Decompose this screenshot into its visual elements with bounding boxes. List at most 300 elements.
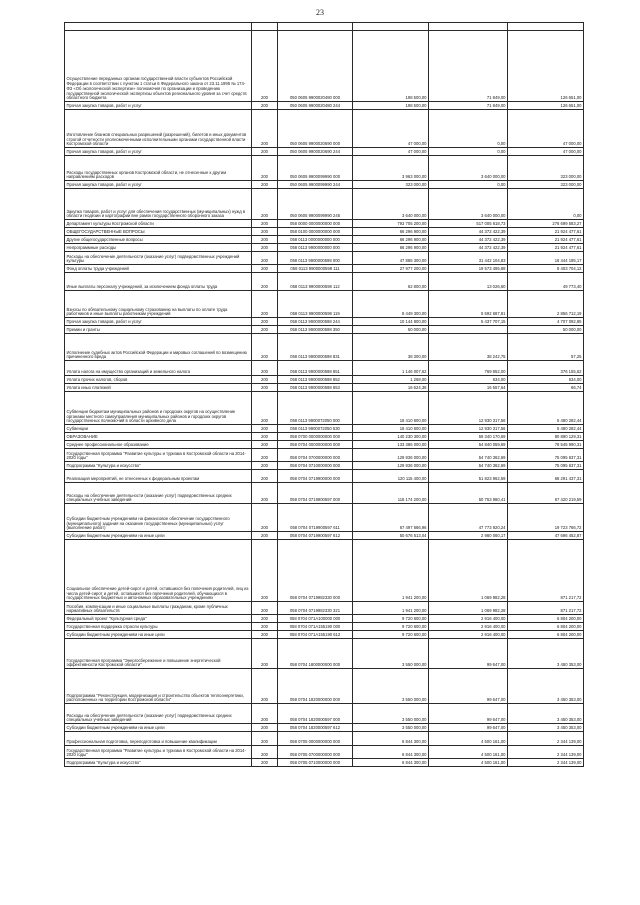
row-name-cell: Государственная поддержка отрасли культуры	[65, 623, 252, 631]
row-name-cell: Расходы на обеспечение деятельности (оказание услуг) подведомственных средних специальных учебных заведений	[65, 704, 252, 724]
table-row	[65, 462, 584, 470]
row-unexecuted-amount-cell: 21 924 477,61	[508, 244, 584, 252]
row-executed-amount-cell	[429, 326, 508, 334]
row-approved-amount-cell: 3 963 000,00	[353, 156, 429, 181]
table-row	[65, 334, 584, 361]
row-code-cell: 200	[252, 615, 278, 623]
row-kbk-cell: 058 0100 0000000000 000	[278, 228, 353, 236]
row-unexecuted-amount-cell: 6 804 200,00	[508, 615, 584, 623]
row-executed-amount-cell: 0,00	[429, 181, 508, 189]
table-row	[65, 148, 584, 156]
row-name-cell: Среднее профессиональное образование	[65, 441, 252, 449]
row-executed-amount-cell: 71 849,00	[429, 102, 508, 110]
row-executed-amount-cell: 54 840 059,69	[429, 441, 508, 449]
row-approved-amount-cell: 3 550 000,00	[353, 669, 429, 704]
row-unexecuted-amount-cell: 21 924 477,61	[508, 236, 584, 244]
row-approved-amount-cell: 3 640 000,00	[353, 189, 429, 220]
row-code-cell: 200	[252, 724, 278, 732]
row-unexecuted-amount-cell: 3 450 353,00	[508, 704, 584, 724]
row-code-cell: 200	[252, 462, 278, 470]
row-executed-amount-cell: 54 740 362,69	[429, 462, 508, 470]
row-name-cell: Субвенции бюджетам муниципальных районов и городских округов на осуществление органами местного самоуправления муниципальных районов и городских округов государственных полномочий в области архивного дела	[65, 392, 252, 425]
row-executed-amount-cell: 44 372 422,39	[429, 236, 508, 244]
row-code-cell: 200	[252, 470, 278, 483]
row-code-cell: 200	[252, 669, 278, 704]
row-kbk-cell: 058 0113 9900000598 112	[278, 273, 353, 291]
row-code-cell: 200	[252, 181, 278, 189]
row-approved-amount-cell: 66 296 900,00	[353, 244, 429, 252]
row-name-cell: Уплата прочих налогов, сборов	[65, 376, 252, 384]
row-executed-amount-cell: 51 823 962,59	[429, 470, 508, 483]
row-code-cell: 200	[252, 483, 278, 504]
row-code-cell: 200	[252, 540, 278, 602]
row-approved-amount-cell: 1 941 200,00	[353, 602, 429, 615]
row-approved-amount-cell: 3 550 000,00	[353, 704, 429, 724]
row-kbk-cell: 058 0704 071A155190 612	[278, 631, 353, 639]
row-unexecuted-amount-cell: 78 545 990,31	[508, 441, 584, 449]
row-approved-amount-cell: 140 230 300,00	[353, 433, 429, 441]
row-approved-amount-cell: 66 296 900,00	[353, 228, 429, 236]
table-row	[65, 236, 584, 244]
row-code-cell: 200	[252, 326, 278, 334]
table-row	[65, 244, 584, 252]
row-approved-amount-cell: 129 836 000,00	[353, 449, 429, 462]
row-approved-amount-cell: 66 296 900,00	[353, 236, 429, 244]
row-approved-amount-cell: 6 844 300,00	[353, 746, 429, 759]
row-approved-amount-cell: 1 146 007,62	[353, 361, 429, 376]
row-executed-amount-cell: 13 026,60	[429, 273, 508, 291]
row-name-cell: Департамент культуры Костромской области	[65, 220, 252, 228]
row-code-cell: 200	[252, 449, 278, 462]
row-unexecuted-amount-cell: 67 420 219,59	[508, 483, 584, 504]
table-row	[65, 615, 584, 623]
row-executed-amount-cell: 2 916 400,00	[429, 631, 508, 639]
row-approved-amount-cell: 118 174 200,00	[353, 483, 429, 504]
row-executed-amount-cell: 44 372 422,39	[429, 244, 508, 252]
row-executed-amount-cell: 99 647,00	[429, 724, 508, 732]
row-kbk-cell: 058 0113 9900000598 852	[278, 376, 353, 384]
row-code-cell: 200	[252, 110, 278, 148]
row-name-cell: Государственная программа "Энергосбережение и повышение энергетической эффективности Костромской области"	[65, 639, 252, 669]
row-approved-amount-cell: 9 720 600,00	[353, 623, 429, 631]
row-unexecuted-amount-cell: 323 000,00	[508, 156, 584, 181]
row-name-cell: Субвенции	[65, 425, 252, 433]
row-name-cell: Субсидии бюджетным учреждениям на иные цели	[65, 724, 252, 732]
row-name-cell: Расходы на обеспечение деятельности (оказание услуг) подведомственных средних специальных учебных заведений	[65, 483, 252, 504]
row-code-cell: 200	[252, 228, 278, 236]
table-row	[65, 31, 584, 102]
row-code-cell: 200	[252, 384, 278, 392]
row-approved-amount-cell: 27 977 200,00	[353, 265, 429, 273]
row-kbk-cell	[278, 23, 353, 31]
row-unexecuted-amount-cell: 47 696 452,87	[508, 532, 584, 540]
row-executed-amount-cell: 99 647,00	[429, 704, 508, 724]
table-row	[65, 220, 584, 228]
row-unexecuted-amount-cell: 871 217,72	[508, 602, 584, 615]
row-kbk-cell: 058 0704 0719900000 000	[278, 470, 353, 483]
row-kbk-cell: 058 0704 0719900597 611	[278, 504, 353, 532]
row-unexecuted-amount-cell: 16 444 195,17	[508, 252, 584, 265]
row-name-cell: Взносы по обязательному социальному страхованию на выплаты по оплате труда работников и иные выплаты работникам учреждений	[65, 291, 252, 318]
row-kbk-cell: 058 0113 9900072050 000	[278, 392, 353, 425]
row-name-cell: Государственная программа "Развитие культуры и туризма в Костромской области на 2014-2020 годы"	[65, 449, 252, 462]
row-kbk-cell: 058 0113 9900000000 000	[278, 244, 353, 252]
row-name-cell: Профессиональная подготовка, переподготовка и повышение квалификации	[65, 732, 252, 746]
table-row	[65, 759, 584, 767]
row-code-cell: 200	[252, 746, 278, 759]
row-unexecuted-amount-cell: 5 480 282,44	[508, 425, 584, 433]
table-row	[65, 724, 584, 732]
table-row	[65, 540, 584, 602]
row-kbk-cell: 058 0704 0719982330 321	[278, 602, 353, 615]
row-kbk-cell: 058 0113 9900000598 853	[278, 384, 353, 392]
row-approved-amount-cell: 6 844 300,00	[353, 759, 429, 767]
row-code-cell: 200	[252, 318, 278, 326]
row-executed-amount-cell: 59 340 170,69	[429, 433, 508, 441]
row-unexecuted-amount-cell: 3 450 353,00	[508, 724, 584, 732]
row-name-cell: Подпрограмма "Культура и искусство"	[65, 462, 252, 470]
row-kbk-cell: 058 0113 9900072050 530	[278, 425, 353, 433]
row-unexecuted-amount-cell: 126 651,00	[508, 31, 584, 102]
table-row	[65, 326, 584, 334]
row-name-cell: ОБРАЗОВАНИЕ	[65, 433, 252, 441]
row-code-cell: 200	[252, 532, 278, 540]
row-code-cell: 200	[252, 361, 278, 376]
row-code-cell: 200	[252, 623, 278, 631]
row-kbk-cell: 050 0605 9900099990 245	[278, 189, 353, 220]
row-code-cell: 200	[252, 441, 278, 449]
row-kbk-cell: 050 0605 9900020690 000	[278, 110, 353, 148]
row-approved-amount-cell	[353, 23, 429, 31]
table-row	[65, 384, 584, 392]
row-code-cell: 200	[252, 631, 278, 639]
row-name-cell: Осуществление переданных органам государственной власти субъектов Российской Федерации в соответствии с пунктом 1 статьи 6 Федерального закона от 23.11.1995 № 174-ФЗ «Об экологической экспертизе» полномочия по организации и проведению государственной экологической экспертизы объектов регионального уровня за счет средств областного бюджета	[65, 31, 252, 102]
row-approved-amount-cell: 9 720 600,00	[353, 615, 429, 623]
row-approved-amount-cell: 62 800,00	[353, 273, 429, 291]
row-name-cell: Закупка товаров, работ и услуг для обеспечения государственных (муниципальных) нужд в области геодезии и картографии вне рамок государственного оборонного заказа	[65, 189, 252, 220]
row-kbk-cell: 058 0700 0000000000 000	[278, 433, 353, 441]
page-number: 23	[316, 8, 324, 17]
row-code-cell: 200	[252, 334, 278, 361]
row-executed-amount-cell: 3 640 000,00	[429, 189, 508, 220]
row-approved-amount-cell: 1 941 200,00	[353, 540, 429, 602]
row-kbk-cell: 058 0704 071A155190 000	[278, 623, 353, 631]
row-name-cell: Расходы государственных органов Костромской области, не отнесенные к другим направлениям расходов	[65, 156, 252, 181]
row-kbk-cell: 058 0113 9900000598 851	[278, 361, 353, 376]
table-row	[65, 669, 584, 704]
row-executed-amount-cell: 2 916 400,00	[429, 623, 508, 631]
row-kbk-cell: 058 0704 1820000000 000	[278, 669, 353, 704]
row-name-cell: Изготовление бланков специальных разрешений (разрешений), билетов и иных документов строгой отчетности уполномоченными исполнительными органами государственной власти Костромской области	[65, 110, 252, 148]
table-row	[65, 361, 584, 376]
row-executed-amount-cell: 517 005 618,73	[429, 220, 508, 228]
row-unexecuted-amount-cell: 2 856 712,19	[508, 291, 584, 318]
table-row	[65, 532, 584, 540]
row-executed-amount-cell: 2 980 060,17	[429, 532, 508, 540]
row-code-cell: 200	[252, 504, 278, 532]
row-kbk-cell: 058 0704 0000000000 000	[278, 441, 353, 449]
row-kbk-cell: 058 0113 9900000598 000	[278, 252, 353, 265]
row-code-cell: 200	[252, 704, 278, 724]
row-unexecuted-amount-cell: 3 450 353,00	[508, 639, 584, 669]
row-executed-amount-cell: 1 069 982,28	[429, 540, 508, 602]
row-name-cell: Социальное обеспечение детей-сирот и детей, оставшихся без попечения родителей, лиц из числа детей-сирот и детей, оставшихся без попечения родителей, обучающихся в государственных бюджетных и автономных образовательных учреждениях	[65, 540, 252, 602]
row-name-cell: Пособия, компенсации и иные социальные выплаты гражданам, кроме публичных нормативных обязательств	[65, 602, 252, 615]
row-executed-amount-cell: 44 372 422,39	[429, 228, 508, 236]
row-kbk-cell: 058 0113 9900000598 831	[278, 334, 353, 361]
row-code-cell: 200	[252, 425, 278, 433]
row-unexecuted-amount-cell: 75 095 637,31	[508, 449, 584, 462]
table-row	[65, 623, 584, 631]
row-code-cell: 200	[252, 156, 278, 181]
row-name-cell: ОБЩЕГОСУДАРСТВЕННЫЕ ВОПРОСЫ	[65, 228, 252, 236]
table-row	[65, 265, 584, 273]
row-approved-amount-cell: 47 886 300,00	[353, 252, 429, 265]
row-executed-amount-cell: 12 930 317,56	[429, 392, 508, 425]
row-unexecuted-amount-cell: 47 000,00	[508, 110, 584, 148]
row-unexecuted-amount-cell: 2 344 139,00	[508, 759, 584, 767]
table-row	[65, 433, 584, 441]
row-executed-amount-cell: 2 916 400,00	[429, 615, 508, 623]
row-name-cell: Прочая закупка товаров, работ и услуг	[65, 102, 252, 110]
row-executed-amount-cell: 4 500 161,00	[429, 732, 508, 746]
row-code-cell: 200	[252, 244, 278, 252]
row-name-cell: Уплата иных платежей	[65, 384, 252, 392]
row-unexecuted-amount-cell: 19 723 766,72	[508, 504, 584, 532]
row-approved-amount-cell: 18 410 600,00	[353, 392, 429, 425]
row-name-cell: Субсидии бюджетным учреждениям на иные цели	[65, 532, 252, 540]
row-name-cell: Исполнение судебных актов Российской Федерации и мировых соглашений по возмещению причиненного вреда	[65, 334, 252, 361]
row-kbk-cell: 050 0605 9900020480 000	[278, 31, 353, 102]
row-code-cell	[252, 23, 278, 31]
row-kbk-cell: 058 0704 0719900597 612	[278, 532, 353, 540]
row-approved-amount-cell: 10 144 800,00	[353, 318, 429, 326]
row-unexecuted-amount-cell: 50 000,00	[508, 326, 584, 334]
table-row	[65, 470, 584, 483]
row-code-cell: 200	[252, 732, 278, 746]
table-row	[65, 181, 584, 189]
row-approved-amount-cell: 67 497 686,96	[353, 504, 429, 532]
table-row	[65, 425, 584, 433]
row-kbk-cell: 058 0705 0000000000 000	[278, 732, 353, 746]
row-unexecuted-amount-cell: 2 344 139,00	[508, 732, 584, 746]
row-kbk-cell: 058 0113 9900000598 350	[278, 326, 353, 334]
row-code-cell: 200	[252, 265, 278, 273]
row-code-cell: 200	[252, 376, 278, 384]
row-name-cell: Субсидии бюджетным учреждениям на финансовое обеспечение государственного (муниципального) задания на оказание государственных (муниципальных) услуг (выполнение работ)	[65, 504, 252, 532]
row-executed-amount-cell: 31 442 104,83	[429, 252, 508, 265]
row-code-cell: 200	[252, 639, 278, 669]
row-code-cell: 200	[252, 392, 278, 425]
row-unexecuted-amount-cell: 0,00	[508, 189, 584, 220]
table-row	[65, 732, 584, 746]
row-approved-amount-cell: 6 844 300,00	[353, 732, 429, 746]
row-executed-amount-cell: 12 930 317,56	[429, 425, 508, 433]
row-name-cell: Другие общегосударственные вопросы	[65, 236, 252, 244]
row-code-cell: 200	[252, 220, 278, 228]
row-approved-amount-cell: 3 550 000,00	[353, 639, 429, 669]
row-executed-amount-cell: 4 500 161,00	[429, 746, 508, 759]
row-unexecuted-amount-cell: 6 804 200,00	[508, 631, 584, 639]
row-approved-amount-cell: 323 000,00	[353, 181, 429, 189]
row-executed-amount-cell: 16 557,64	[429, 384, 508, 392]
row-executed-amount-cell: 5 437 707,15	[429, 318, 508, 326]
row-kbk-cell: 058 0704 1820000597 612	[278, 724, 353, 732]
table-row	[65, 483, 584, 504]
row-executed-amount-cell: 634,00	[429, 376, 508, 384]
row-approved-amount-cell: 198 500,00	[353, 102, 429, 110]
row-approved-amount-cell: 50 000,00	[353, 326, 429, 334]
row-kbk-cell: 058 0113 9900000598 119	[278, 291, 353, 318]
row-code-cell: 200	[252, 252, 278, 265]
row-name-cell: Расходы на обеспечение деятельности (оказание услуг) подведомственных учреждений культуры	[65, 252, 252, 265]
row-name-cell: Прочая закупка товаров, работ и услуг	[65, 318, 252, 326]
table-row	[65, 504, 584, 532]
row-approved-amount-cell: 9 720 600,00	[353, 631, 429, 639]
row-unexecuted-amount-cell: 5 480 282,44	[508, 392, 584, 425]
table-row	[65, 252, 584, 265]
row-code-cell: 200	[252, 236, 278, 244]
row-name-cell: Иные выплаты персоналу учреждений, за исключением фонда оплаты труда	[65, 273, 252, 291]
row-approved-amount-cell: 16 624,38	[353, 384, 429, 392]
row-executed-amount-cell: 769 852,00	[429, 361, 508, 376]
table-row	[65, 291, 584, 318]
row-code-cell: 200	[252, 291, 278, 318]
row-name-cell: Премии и гранты	[65, 326, 252, 334]
table-row	[65, 110, 584, 148]
row-kbk-cell: 058 0705 0710000000 000	[278, 759, 353, 767]
row-unexecuted-amount-cell	[508, 23, 584, 31]
row-kbk-cell: 058 0113 9900000598 244	[278, 318, 353, 326]
row-kbk-cell: 058 0704 0700000000 000	[278, 449, 353, 462]
row-approved-amount-cell: 38 300,00	[353, 334, 429, 361]
row-executed-amount-cell: 0,00	[429, 110, 508, 148]
row-approved-amount-cell: 18 410 600,00	[353, 425, 429, 433]
row-kbk-cell: 050 0605 9900099990 244	[278, 181, 353, 189]
row-approved-amount-cell: 47 000,00	[353, 110, 429, 148]
row-unexecuted-amount-cell: 49 773,40	[508, 273, 584, 291]
row-approved-amount-cell: 129 836 000,00	[353, 462, 429, 470]
table-row	[65, 639, 584, 669]
row-executed-amount-cell: 50 753 980,41	[429, 483, 508, 504]
row-name-cell: Субсидии бюджетным учреждениям на иные цели	[65, 631, 252, 639]
row-code-cell: 200	[252, 273, 278, 291]
row-name-cell	[65, 23, 252, 31]
table-row	[65, 392, 584, 425]
row-unexecuted-amount-cell: 66,74	[508, 384, 584, 392]
row-unexecuted-amount-cell: 276 699 583,27	[508, 220, 584, 228]
row-unexecuted-amount-cell: 6 804 200,00	[508, 623, 584, 631]
row-unexecuted-amount-cell: 126 651,00	[508, 102, 584, 110]
row-unexecuted-amount-cell: 57,25	[508, 334, 584, 361]
row-unexecuted-amount-cell: 68 291 437,31	[508, 470, 584, 483]
row-executed-amount-cell: 5 592 687,81	[429, 291, 508, 318]
row-approved-amount-cell: 793 705 200,00	[353, 220, 429, 228]
row-name-cell: Фонд оплаты труда учреждений	[65, 265, 252, 273]
row-approved-amount-cell: 133 386 000,00	[353, 441, 429, 449]
row-code-cell: 200	[252, 31, 278, 102]
table-row	[65, 189, 584, 220]
row-kbk-cell: 050 0605 9900099990 000	[278, 156, 353, 181]
row-name-cell: Государственная программа "Развитие культуры и туризма в Костромской области на 2014-2020 годы"	[65, 746, 252, 759]
row-name-cell: Федеральный проект "Культурная среда"	[65, 615, 252, 623]
row-code-cell: 200	[252, 433, 278, 441]
row-kbk-cell: 050 0605 9900020480 244	[278, 102, 353, 110]
row-executed-amount-cell: 19 573 495,88	[429, 265, 508, 273]
row-approved-amount-cell: 8 449 300,00	[353, 291, 429, 318]
row-approved-amount-cell: 50 676 513,04	[353, 532, 429, 540]
row-unexecuted-amount-cell: 3 450 353,00	[508, 669, 584, 704]
row-kbk-cell: 058 0000 0000000000 000	[278, 220, 353, 228]
row-unexecuted-amount-cell: 8 403 704,12	[508, 265, 584, 273]
row-name-cell: Непрограммные расходы	[65, 244, 252, 252]
row-unexecuted-amount-cell: 4 707 092,85	[508, 318, 584, 326]
row-unexecuted-amount-cell: 376 155,62	[508, 361, 584, 376]
row-executed-amount-cell: 0,00	[429, 148, 508, 156]
row-code-cell: 200	[252, 759, 278, 767]
row-kbk-cell: 058 0704 1800000000 000	[278, 639, 353, 669]
row-approved-amount-cell: 1 268,00	[353, 376, 429, 384]
row-code-cell: 200	[252, 148, 278, 156]
row-unexecuted-amount-cell: 80 890 129,31	[508, 433, 584, 441]
table-row	[65, 228, 584, 236]
table-row	[65, 102, 584, 110]
table-row	[65, 449, 584, 462]
table-row	[65, 441, 584, 449]
row-code-cell: 200	[252, 102, 278, 110]
row-executed-amount-cell: 1 069 982,28	[429, 602, 508, 615]
row-approved-amount-cell: 3 550 000,00	[353, 724, 429, 732]
row-kbk-cell: 058 0704 071A100000 000	[278, 615, 353, 623]
row-approved-amount-cell: 198 500,00	[353, 31, 429, 102]
row-unexecuted-amount-cell: 323 000,00	[508, 181, 584, 189]
row-name-cell: Подпрограмма "Реконструкция, модернизация и строительство объектов теплоэнергетики, расположенных на территории Костромской области"	[65, 669, 252, 704]
row-code-cell: 200	[252, 602, 278, 615]
row-kbk-cell: 050 0605 9900020690 244	[278, 148, 353, 156]
row-unexecuted-amount-cell: 634,00	[508, 376, 584, 384]
row-unexecuted-amount-cell: 47 000,00	[508, 148, 584, 156]
row-name-cell: Реализация мероприятий, не отнесенных к федеральным проектам	[65, 470, 252, 483]
table-row	[65, 156, 584, 181]
row-kbk-cell: 058 0704 0719900597 000	[278, 483, 353, 504]
row-executed-amount-cell: 4 500 161,00	[429, 759, 508, 767]
row-approved-amount-cell: 120 115 400,00	[353, 470, 429, 483]
row-unexecuted-amount-cell: 2 344 139,00	[508, 746, 584, 759]
row-executed-amount-cell	[429, 23, 508, 31]
row-unexecuted-amount-cell: 871 217,72	[508, 540, 584, 602]
table-row	[65, 704, 584, 724]
table-row	[65, 273, 584, 291]
row-name-cell: Уплата налога на имущество организаций и земельного налога	[65, 361, 252, 376]
row-executed-amount-cell: 99 647,00	[429, 639, 508, 669]
table-row	[65, 318, 584, 326]
row-name-cell: Подпрограмма "Культура и искусство"	[65, 759, 252, 767]
row-executed-amount-cell: 71 849,00	[429, 31, 508, 102]
row-code-cell: 200	[252, 189, 278, 220]
row-kbk-cell: 058 0704 0719982330 000	[278, 540, 353, 602]
row-executed-amount-cell: 3 640 000,00	[429, 156, 508, 181]
table-row	[65, 746, 584, 759]
table-row	[65, 376, 584, 384]
table-row	[65, 631, 584, 639]
budget-execution-table	[64, 22, 584, 767]
row-executed-amount-cell: 47 773 920,24	[429, 504, 508, 532]
row-unexecuted-amount-cell: 21 924 477,61	[508, 228, 584, 236]
row-kbk-cell: 058 0704 0710000000 000	[278, 462, 353, 470]
table-row	[65, 23, 584, 31]
row-executed-amount-cell: 54 740 362,69	[429, 449, 508, 462]
row-kbk-cell: 058 0704 1820000597 000	[278, 704, 353, 724]
